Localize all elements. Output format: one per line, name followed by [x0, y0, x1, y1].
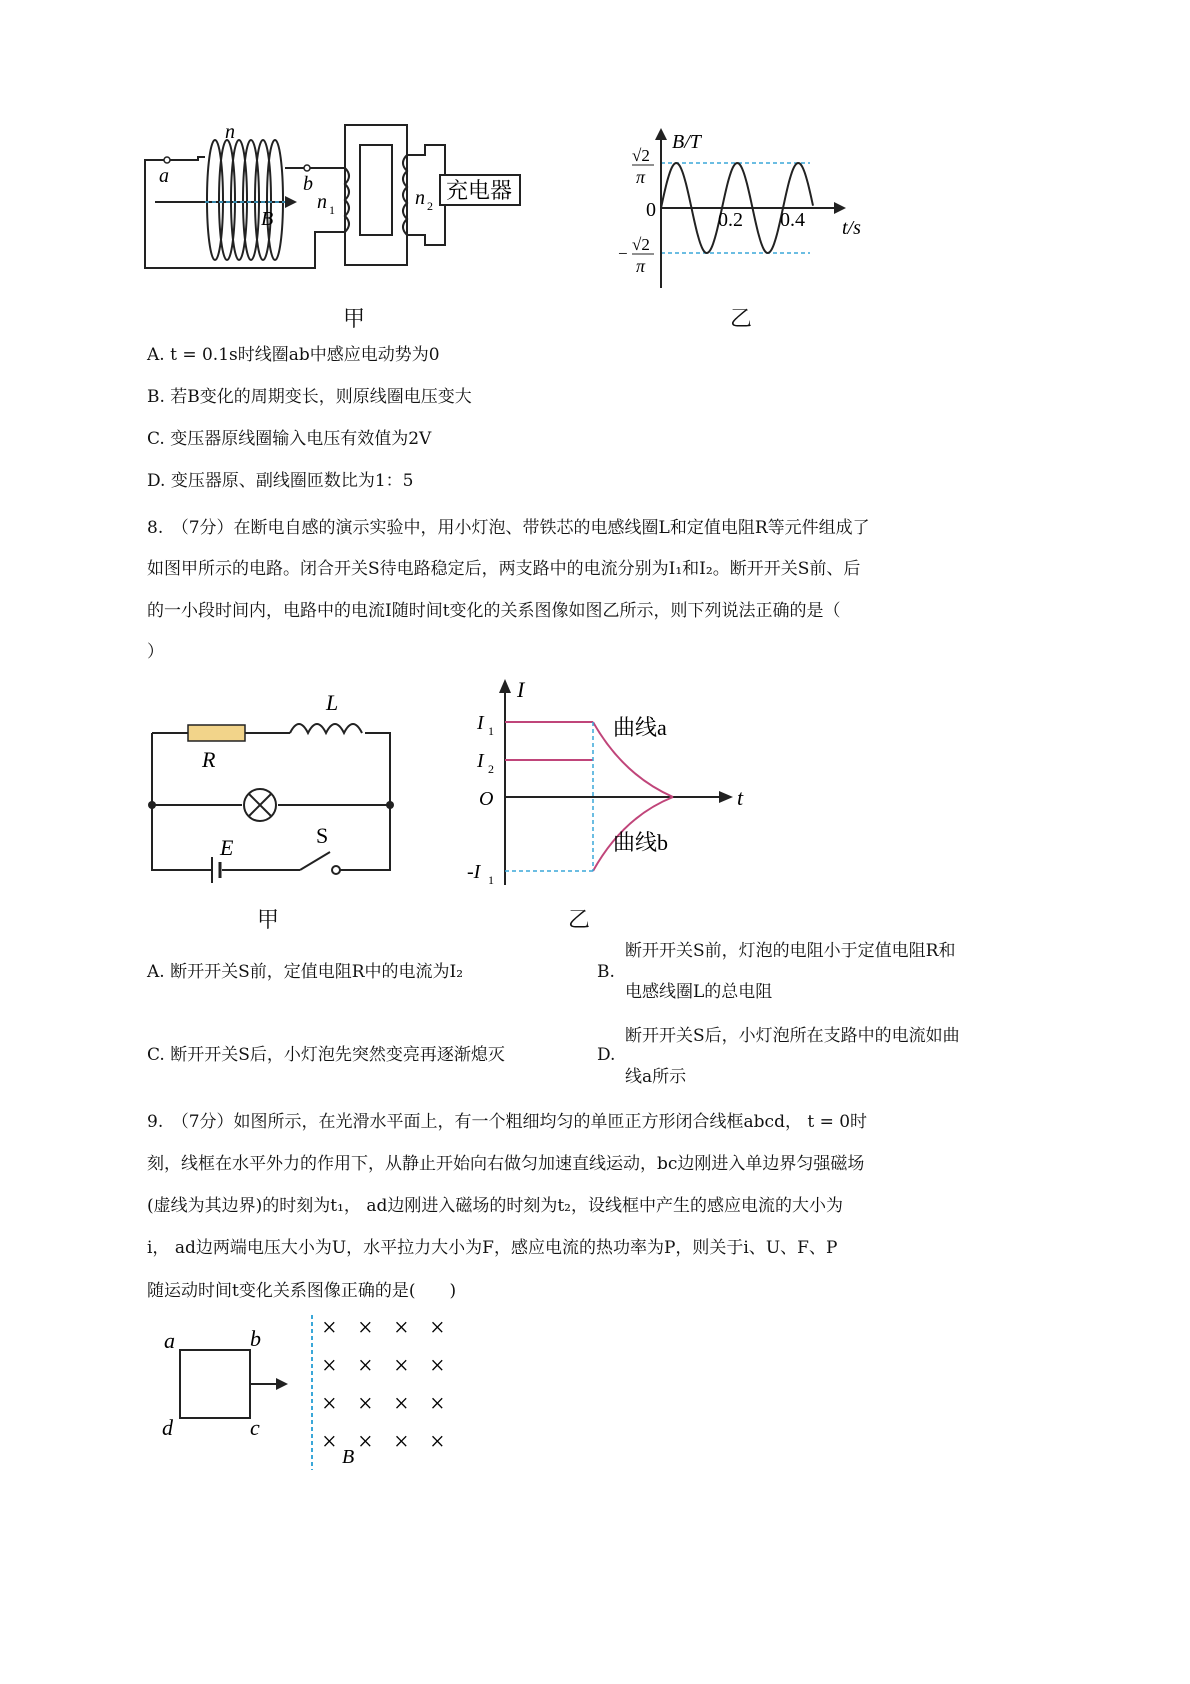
svg-text:d: d: [162, 1415, 173, 1440]
svg-text:−: −: [618, 244, 628, 263]
svg-text:E: E: [220, 835, 234, 860]
q9-text-line-5: 随运动时间t变化关系图像正确的是( ): [147, 1281, 457, 1301]
field-cross-mark: ×: [322, 1389, 337, 1418]
q8-text-line-4: ）: [147, 642, 164, 662]
label-n1: n: [317, 191, 327, 213]
q8-text-line-1: 8. （7分）在断电自感的演示实验中，用小灯泡、带铁芯的电感线圈L和定值电阻R等元件组成了: [147, 518, 870, 538]
q9-text-line-1: 9. （7分）如图所示，在光滑水平面上，有一个粗细均匀的单匝正方形闭合线框abcd， t = 0时: [147, 1112, 868, 1132]
magnetic-field-crosses: [322, 1313, 445, 1456]
svg-text:c: c: [250, 1415, 260, 1440]
svg-text:R: R: [202, 747, 216, 772]
field-cross-mark: ×: [358, 1389, 373, 1418]
switch-contact: [332, 866, 340, 874]
q8-option-c[interactable]: C. 断开开关S后，小灯泡先突然变亮再逐渐熄灭: [147, 1045, 505, 1065]
field-cross-mark: ×: [322, 1313, 337, 1342]
resistor-r: [188, 725, 245, 741]
field-cross-mark: ×: [358, 1313, 373, 1342]
label-n2-sub: 2: [427, 199, 433, 213]
field-cross-mark: ×: [430, 1389, 445, 1418]
q9-text-line-3: (虚线为其边界)的时刻为t₁， ad边刚进入磁场的时刻为t₂，设线框中产生的感应电流的大小为: [147, 1196, 843, 1216]
q8-text-line-3: 的一小段时间内，电路中的电流I随时间t变化的关系图像如图乙所示，则下列说法正确的是（: [147, 601, 841, 621]
svg-text:曲线a: 曲线a: [613, 715, 667, 740]
field-cross-mark: ×: [430, 1351, 445, 1380]
square-loop: [180, 1350, 250, 1418]
svg-text:√2: √2: [632, 235, 650, 254]
wire-a: [195, 157, 205, 160]
svg-text:S: S: [316, 823, 329, 848]
current-time-graph: [455, 675, 775, 890]
label-n1-sub: 1: [329, 203, 335, 217]
svg-text:1: 1: [488, 873, 494, 887]
transformer-circuit-figure: [135, 120, 575, 320]
label-a: a: [159, 165, 169, 187]
q8-option-d-label[interactable]: D.: [597, 1045, 616, 1065]
svg-text:曲线b: 曲线b: [613, 830, 669, 855]
q8-option-d-line-2[interactable]: 线a所示: [625, 1067, 687, 1087]
svg-text:0: 0: [646, 199, 656, 221]
q9-text-line-4: i， ad边两端电压大小为U，水平拉力大小为F，感应电流的热功率为P，则关于i、U、F、P: [147, 1238, 838, 1258]
field-cross-mark: ×: [358, 1427, 373, 1456]
svg-text:I: I: [517, 677, 525, 702]
q8-caption-jia: 甲: [257, 908, 280, 933]
q8-option-a[interactable]: A. 断开开关S前，定值电阻R中的电流为I₂: [147, 962, 464, 982]
svg-text:0.2: 0.2: [718, 209, 743, 231]
svg-text:B/T: B/T: [672, 131, 701, 153]
field-cross-mark: ×: [394, 1313, 409, 1342]
field-cross-mark: ×: [394, 1351, 409, 1380]
svg-text:I: I: [477, 712, 484, 734]
terminal-b: [304, 165, 310, 171]
field-cross-mark: ×: [394, 1389, 409, 1418]
svg-text:O: O: [479, 788, 494, 810]
figure-caption-jia: 甲: [343, 307, 366, 332]
field-cross-mark: ×: [358, 1351, 373, 1380]
field-cross-mark: ×: [322, 1427, 337, 1456]
b-t-graph: [610, 128, 870, 298]
svg-text:t/s: t/s: [842, 217, 861, 239]
square-loop-magnetic-field-figure: [150, 1310, 480, 1475]
svg-text:a: a: [164, 1328, 175, 1353]
q8-option-b-line-1[interactable]: 断开开关S前，灯泡的电阻小于定值电阻R和: [625, 941, 956, 961]
field-cross-mark: ×: [322, 1351, 337, 1380]
svg-text:2: 2: [488, 762, 494, 776]
label-B: B: [261, 208, 274, 230]
q8-option-b-label[interactable]: B.: [597, 962, 615, 982]
q8-caption-yi: 乙: [568, 908, 591, 933]
q7-option-b[interactable]: B. 若B变化的周期变长，则原线圈电压变大: [147, 387, 472, 407]
q7-option-a[interactable]: A. t = 0.1s时线圈ab中感应电动势为0: [147, 345, 440, 365]
wire-left-loop: [145, 160, 345, 268]
label-n2: n: [415, 187, 425, 209]
svg-text:π: π: [636, 167, 646, 187]
q7-option-c[interactable]: C. 变压器原线圈输入电压有效值为2V: [147, 429, 432, 449]
label-b: b: [303, 173, 313, 195]
svg-text:I: I: [477, 750, 484, 772]
svg-text:0.4: 0.4: [780, 209, 805, 231]
svg-text:t: t: [737, 785, 744, 810]
q8-text-line-2: 如图甲所示的电路。闭合开关S待电路稳定后，两支路中的电流分别为I₁和I₂。断开开关S前、后: [147, 559, 861, 579]
figure-caption-yi: 乙: [730, 307, 753, 332]
q9-text-line-2: 刻，线框在水平外力的作用下，从静止开始向右做匀加速直线运动，bc边刚进入单边界匀强磁场: [147, 1154, 865, 1174]
q7-option-d[interactable]: D. 变压器原、副线圈匝数比为1：5: [147, 471, 414, 491]
svg-text:√2: √2: [632, 146, 650, 165]
svg-text:b: b: [250, 1326, 261, 1351]
q8-option-d-line-1[interactable]: 断开开关S后，小灯泡所在支路中的电流如曲: [625, 1026, 960, 1046]
svg-text:1: 1: [488, 724, 494, 738]
field-cross-mark: ×: [430, 1427, 445, 1456]
charger-label: 充电器: [446, 178, 513, 203]
terminal-a: [164, 157, 170, 163]
svg-text:B: B: [342, 1446, 355, 1468]
label-n: n: [225, 121, 235, 143]
svg-text:π: π: [636, 256, 646, 276]
svg-text:L: L: [326, 690, 339, 715]
field-cross-mark: ×: [394, 1427, 409, 1456]
self-induction-circuit: [140, 685, 400, 895]
field-cross-mark: ×: [430, 1313, 445, 1342]
q8-option-b-line-2[interactable]: 电感线圈L的总电阻: [625, 982, 773, 1002]
svg-text:-I: -I: [467, 861, 481, 883]
